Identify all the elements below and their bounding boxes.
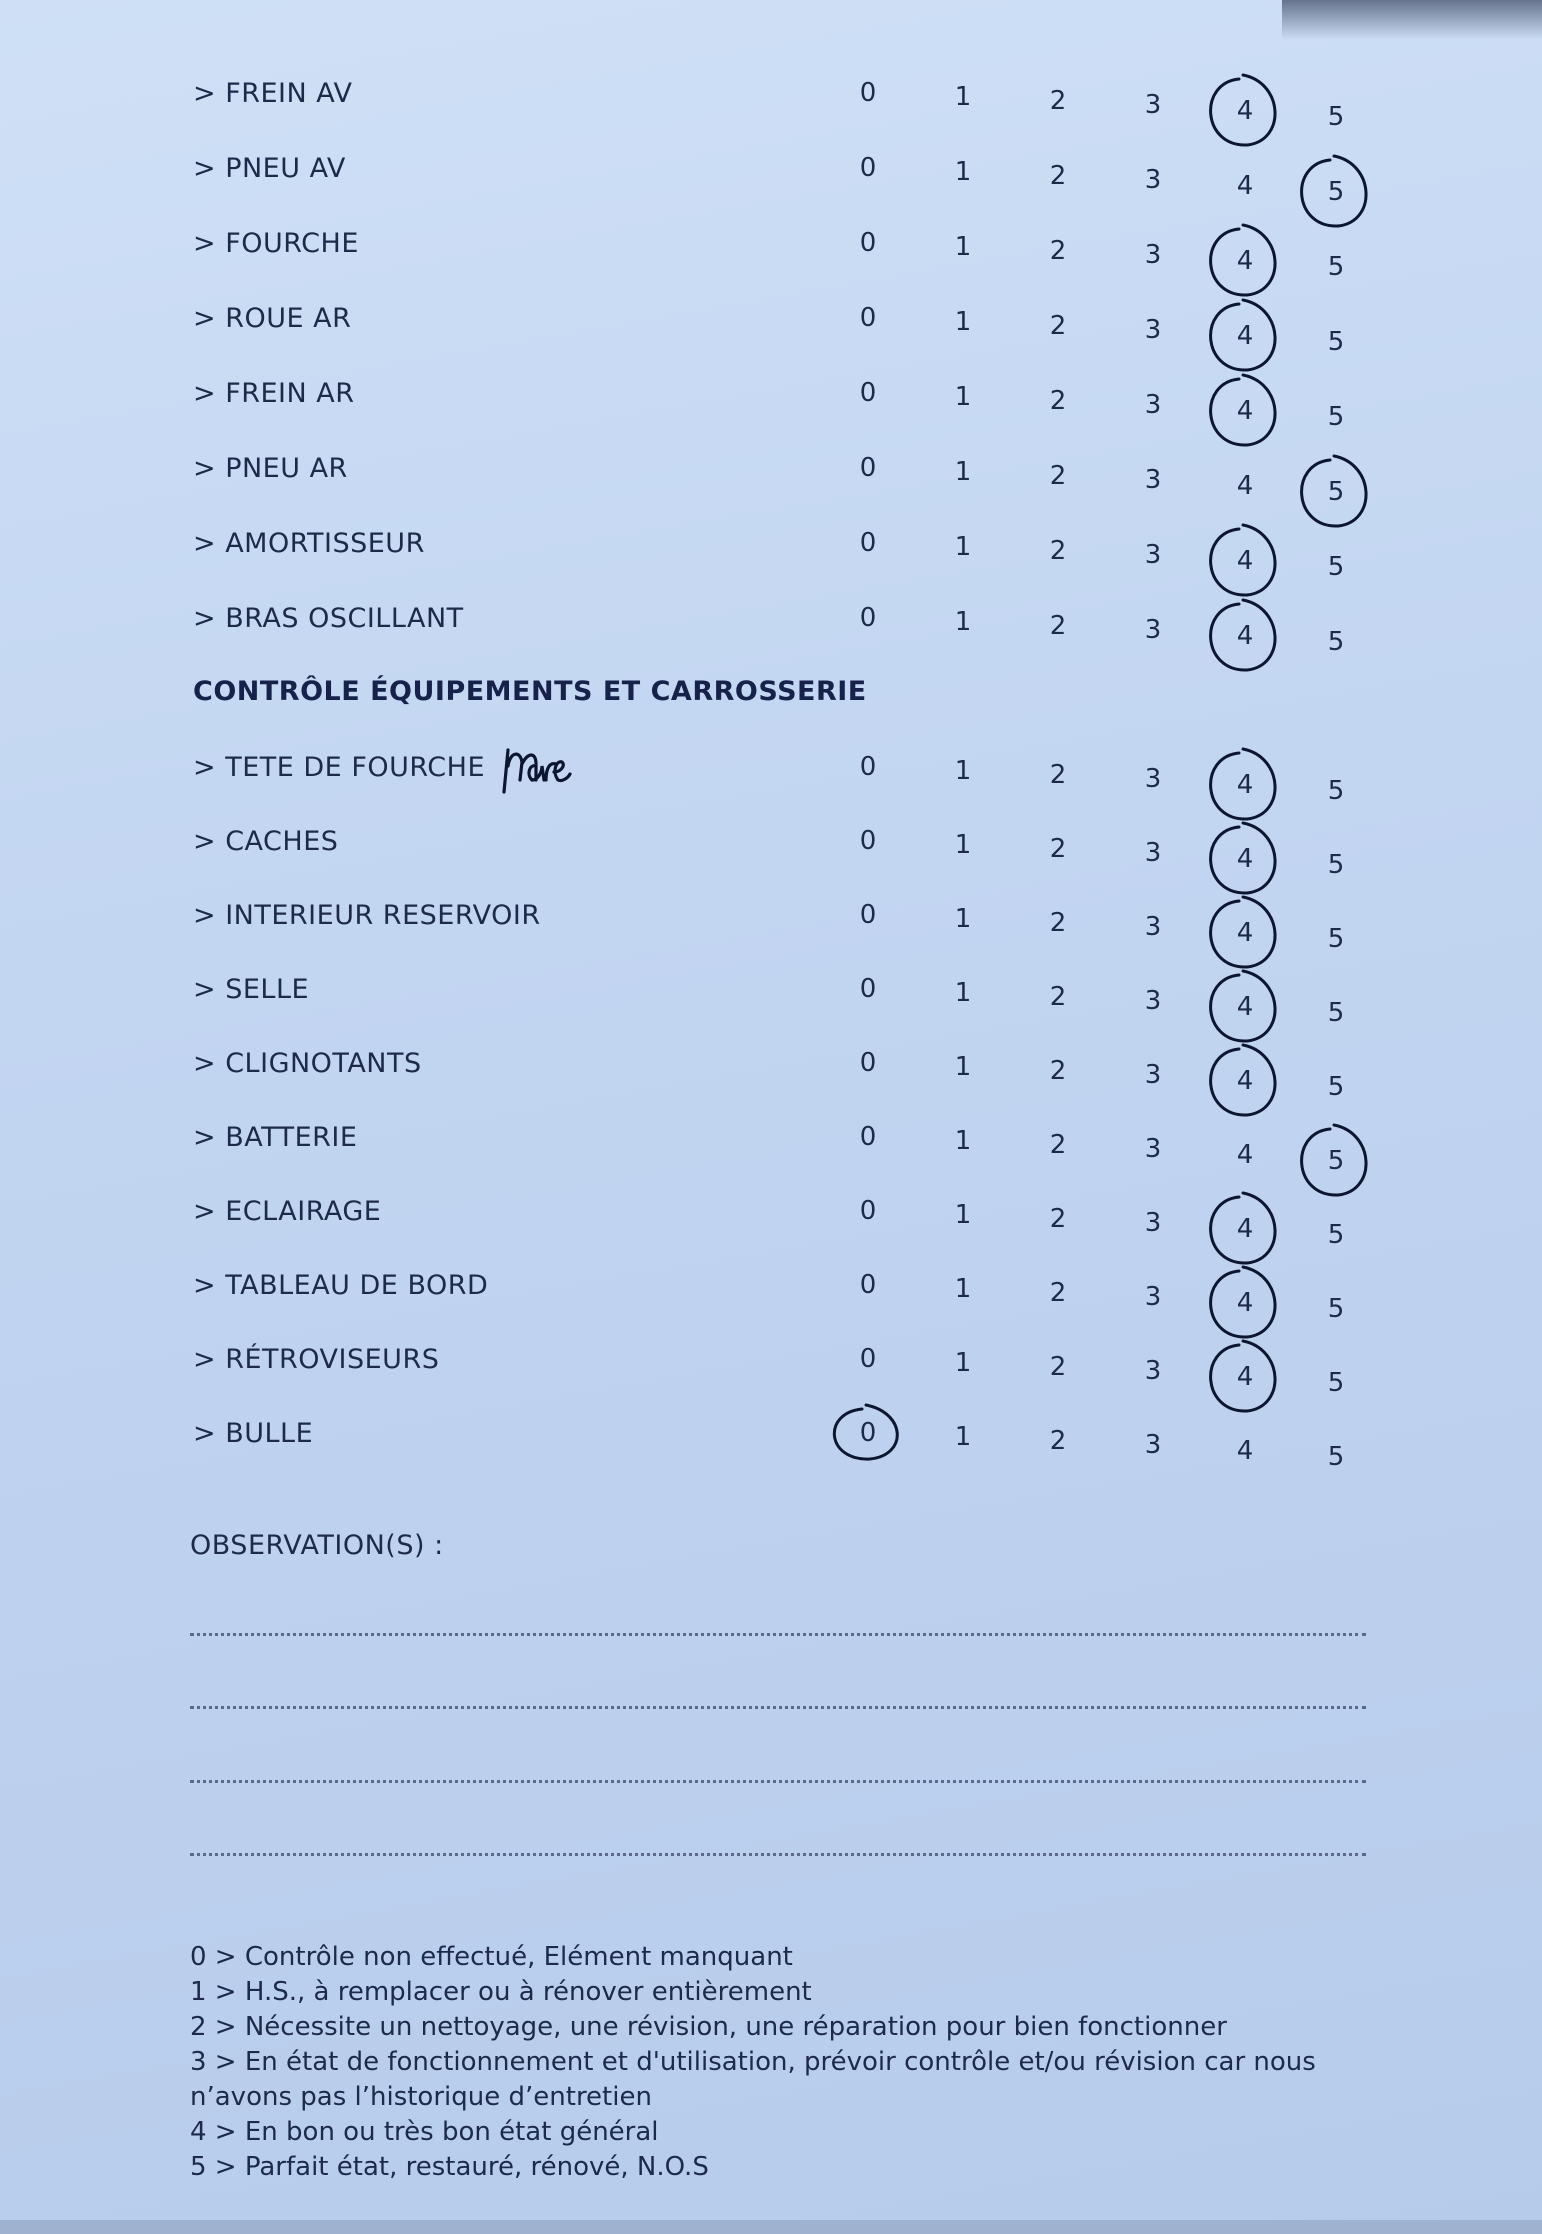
score-option-4[interactable]: 4 — [1236, 1362, 1254, 1392]
score-option-2[interactable]: 2 — [1049, 1352, 1067, 1382]
page-edge — [0, 2220, 1542, 2234]
score-option-4[interactable]: 4 — [1236, 1066, 1254, 1096]
equipment-row — [0, 752, 1542, 806]
equipment-row-scores — [0, 900, 1542, 954]
equipment-row-label: > SELLE — [193, 974, 310, 1005]
score-option-0[interactable]: 0 — [859, 974, 877, 1004]
score-option-3[interactable]: 3 — [1144, 615, 1162, 645]
motor-row — [0, 153, 1542, 207]
observation-line-3[interactable] — [190, 1780, 1366, 1783]
score-option-2[interactable]: 2 — [1049, 311, 1067, 341]
equipment-row — [0, 1270, 1542, 1324]
motor-row — [0, 378, 1542, 432]
equipment-row-scores — [0, 1196, 1542, 1250]
score-option-1[interactable]: 1 — [954, 532, 972, 562]
score-option-4[interactable]: 4 — [1236, 321, 1254, 351]
equipment-row — [0, 1344, 1542, 1398]
rating-legend — [190, 1940, 1390, 2185]
observations-title: OBSERVATION(S) : — [190, 1530, 444, 1561]
score-option-4[interactable]: 4 — [1236, 918, 1254, 948]
equipment-row — [0, 1048, 1542, 1102]
equipment-row-scores — [0, 1418, 1542, 1472]
score-option-0[interactable]: 0 — [859, 1344, 877, 1374]
score-option-4[interactable]: 4 — [1236, 1140, 1254, 1170]
equipment-row-label: > ECLAIRAGE — [193, 1196, 382, 1227]
score-option-5[interactable]: 5 — [1327, 776, 1345, 806]
observation-line-4[interactable] — [190, 1853, 1366, 1856]
score-option-1[interactable]: 1 — [954, 382, 972, 412]
score-option-4[interactable]: 4 — [1236, 992, 1254, 1022]
score-option-1[interactable]: 1 — [954, 1052, 972, 1082]
observation-line-1[interactable] — [190, 1633, 1366, 1636]
motor-row — [0, 603, 1542, 657]
score-option-5[interactable]: 5 — [1327, 850, 1345, 880]
legend-line: 3 > En état de fonctionnement et d'utilisation, prévoir contrôle et/ou révision car nous — [190, 2047, 1316, 2077]
score-option-1[interactable]: 1 — [954, 82, 972, 112]
equipment-row-label: > BULLE — [193, 1418, 314, 1449]
equipment-row-label: > TETE DE FOURCHE — [193, 752, 485, 783]
motor-row-label: > PNEU AR — [193, 453, 348, 484]
motor-row-scores — [0, 603, 1542, 657]
motor-row-scores — [0, 78, 1542, 132]
motor-row — [0, 528, 1542, 582]
legend-line: 2 > Nécessite un nettoyage, une révision, une réparation pour bien fonctionner — [190, 2012, 1227, 2042]
score-option-0[interactable]: 0 — [859, 826, 877, 856]
score-option-4[interactable]: 4 — [1236, 770, 1254, 800]
score-option-0[interactable]: 0 — [859, 303, 877, 333]
equipment-row-scores — [0, 974, 1542, 1028]
score-option-0[interactable]: 0 — [859, 453, 877, 483]
score-option-0[interactable]: 0 — [859, 153, 877, 183]
score-option-1[interactable]: 1 — [954, 1274, 972, 1304]
score-option-4[interactable]: 4 — [1236, 546, 1254, 576]
score-option-1[interactable]: 1 — [954, 607, 972, 637]
motor-row-scores — [0, 228, 1542, 282]
score-option-0[interactable]: 0 — [859, 1048, 877, 1078]
equipment-row-scores — [0, 1048, 1542, 1102]
score-option-5[interactable]: 5 — [1327, 1442, 1345, 1472]
score-option-0[interactable]: 0 — [859, 528, 877, 558]
score-option-4[interactable]: 4 — [1236, 844, 1254, 874]
score-option-5[interactable]: 5 — [1327, 252, 1345, 282]
score-option-5[interactable]: 5 — [1327, 1368, 1345, 1398]
motor-row-label: > FOURCHE — [193, 228, 359, 259]
score-option-2[interactable]: 2 — [1049, 536, 1067, 566]
score-option-3[interactable]: 3 — [1144, 240, 1162, 270]
score-option-2[interactable]: 2 — [1049, 386, 1067, 416]
score-option-2[interactable]: 2 — [1049, 236, 1067, 266]
score-option-0[interactable]: 0 — [859, 752, 877, 782]
score-option-2[interactable]: 2 — [1049, 1204, 1067, 1234]
score-option-1[interactable]: 1 — [954, 457, 972, 487]
score-option-2[interactable]: 2 — [1049, 1278, 1067, 1308]
motor-row — [0, 303, 1542, 357]
score-option-2[interactable]: 2 — [1049, 86, 1067, 116]
score-option-3[interactable]: 3 — [1144, 465, 1162, 495]
score-option-2[interactable]: 2 — [1049, 760, 1067, 790]
score-option-5[interactable]: 5 — [1327, 1220, 1345, 1250]
score-option-0[interactable]: 0 — [859, 228, 877, 258]
score-option-2[interactable]: 2 — [1049, 834, 1067, 864]
equipment-row — [0, 974, 1542, 1028]
score-option-0[interactable]: 0 — [859, 900, 877, 930]
score-option-1[interactable]: 1 — [954, 756, 972, 786]
score-option-1[interactable]: 1 — [954, 307, 972, 337]
score-option-5[interactable]: 5 — [1327, 402, 1345, 432]
score-option-3[interactable]: 3 — [1144, 1282, 1162, 1312]
score-option-5[interactable]: 5 — [1327, 998, 1345, 1028]
score-option-2[interactable]: 2 — [1049, 611, 1067, 641]
score-option-5[interactable]: 5 — [1327, 102, 1345, 132]
score-option-5[interactable]: 5 — [1327, 177, 1345, 207]
score-option-2[interactable]: 2 — [1049, 1056, 1067, 1086]
score-option-0[interactable]: 0 — [859, 603, 877, 633]
score-option-1[interactable]: 1 — [954, 1348, 972, 1378]
equipment-row — [0, 1122, 1542, 1176]
equipment-row-label: > RÉTROVISEURS — [193, 1344, 440, 1375]
section-title: CONTRÔLE ÉQUIPEMENTS ET CARROSSERIE — [193, 676, 867, 707]
motor-row — [0, 228, 1542, 282]
score-option-2[interactable]: 2 — [1049, 982, 1067, 1012]
equipment-row-label: > TABLEAU DE BORD — [193, 1270, 489, 1301]
score-option-2[interactable]: 2 — [1049, 908, 1067, 938]
score-option-3[interactable]: 3 — [1144, 540, 1162, 570]
legend-line: 5 > Parfait état, restauré, rénové, N.O.S — [190, 2152, 709, 2182]
score-option-1[interactable]: 1 — [954, 978, 972, 1008]
score-option-3[interactable]: 3 — [1144, 390, 1162, 420]
score-option-3[interactable]: 3 — [1144, 1208, 1162, 1238]
score-option-0[interactable]: 0 — [859, 78, 877, 108]
motor-row-scores — [0, 303, 1542, 357]
score-option-3[interactable]: 3 — [1144, 1430, 1162, 1460]
score-option-0[interactable]: 0 — [859, 1196, 877, 1226]
equipment-row-scores — [0, 752, 1542, 806]
legend-line: n’avons pas l’historique d’entretien — [190, 2082, 652, 2112]
motor-row-scores — [0, 528, 1542, 582]
score-option-4[interactable]: 4 — [1236, 171, 1254, 201]
score-option-3[interactable]: 3 — [1144, 1356, 1162, 1386]
score-option-3[interactable]: 3 — [1144, 1060, 1162, 1090]
equipment-row-scores — [0, 1344, 1542, 1398]
score-option-1[interactable]: 1 — [954, 1126, 972, 1156]
score-option-1[interactable]: 1 — [954, 232, 972, 262]
score-option-4[interactable]: 4 — [1236, 471, 1254, 501]
equipment-row-label: > CACHES — [193, 826, 339, 857]
score-option-2[interactable]: 2 — [1049, 1130, 1067, 1160]
motor-row — [0, 78, 1542, 132]
score-option-5[interactable]: 5 — [1327, 327, 1345, 357]
equipment-row-label: > CLIGNOTANTS — [193, 1048, 422, 1079]
motor-row — [0, 453, 1542, 507]
motor-row-label: > ROUE AR — [193, 303, 352, 334]
legend-line: 4 > En bon ou très bon état général — [190, 2117, 659, 2147]
score-option-2[interactable]: 2 — [1049, 461, 1067, 491]
score-option-5[interactable]: 5 — [1327, 627, 1345, 657]
equipment-row — [0, 826, 1542, 880]
score-option-0[interactable]: 0 — [859, 1418, 877, 1448]
score-option-5[interactable]: 5 — [1327, 552, 1345, 582]
score-option-1[interactable]: 1 — [954, 904, 972, 934]
motor-row-label: > FREIN AV — [193, 78, 353, 109]
score-option-5[interactable]: 5 — [1327, 1294, 1345, 1324]
score-option-1[interactable]: 1 — [954, 1200, 972, 1230]
equipment-row-label: > INTERIEUR RESERVOIR — [193, 900, 541, 931]
equipment-row-scores — [0, 1122, 1542, 1176]
score-option-4[interactable]: 4 — [1236, 1288, 1254, 1318]
motor-row-label: > AMORTISSEUR — [193, 528, 425, 559]
equipment-row-scores — [0, 1270, 1542, 1324]
score-option-0[interactable]: 0 — [859, 1270, 877, 1300]
score-option-3[interactable]: 3 — [1144, 165, 1162, 195]
score-option-3[interactable]: 3 — [1144, 912, 1162, 942]
score-option-4[interactable]: 4 — [1236, 1214, 1254, 1244]
score-option-2[interactable]: 2 — [1049, 1426, 1067, 1456]
score-option-5[interactable]: 5 — [1327, 924, 1345, 954]
score-option-3[interactable]: 3 — [1144, 986, 1162, 1016]
photo-shadow — [1282, 0, 1542, 40]
score-option-3[interactable]: 3 — [1144, 764, 1162, 794]
score-option-0[interactable]: 0 — [859, 1122, 877, 1152]
score-option-0[interactable]: 0 — [859, 378, 877, 408]
equipment-row — [0, 1196, 1542, 1250]
score-option-4[interactable]: 4 — [1236, 246, 1254, 276]
equipment-row — [0, 900, 1542, 954]
motor-row-label: > FREIN AR — [193, 378, 355, 409]
score-option-3[interactable]: 3 — [1144, 315, 1162, 345]
equipment-row-label: > BATTERIE — [193, 1122, 358, 1153]
score-option-2[interactable]: 2 — [1049, 161, 1067, 191]
score-option-5[interactable]: 5 — [1327, 477, 1345, 507]
score-option-4[interactable]: 4 — [1236, 96, 1254, 126]
legend-line: 0 > Contrôle non effectué, Elément manquant — [190, 1942, 793, 1972]
legend-line: 1 > H.S., à remplacer ou à rénover entièrement — [190, 1977, 812, 2007]
score-option-1[interactable]: 1 — [954, 830, 972, 860]
score-option-1[interactable]: 1 — [954, 157, 972, 187]
equipment-row-scores — [0, 826, 1542, 880]
motor-row-label: > PNEU AV — [193, 153, 346, 184]
score-option-5[interactable]: 5 — [1327, 1146, 1345, 1176]
equipment-row — [0, 1418, 1542, 1472]
score-option-5[interactable]: 5 — [1327, 1072, 1345, 1102]
motor-row-label: > BRAS OSCILLANT — [193, 603, 464, 634]
handwritten-note-text: phare — [296, 522, 299, 523]
score-option-3[interactable]: 3 — [1144, 90, 1162, 120]
motor-row-scores — [0, 453, 1542, 507]
score-option-4[interactable]: 4 — [1236, 621, 1254, 651]
motor-row-scores — [0, 378, 1542, 432]
score-option-1[interactable]: 1 — [954, 1422, 972, 1452]
score-option-3[interactable]: 3 — [1144, 838, 1162, 868]
score-option-3[interactable]: 3 — [1144, 1134, 1162, 1164]
score-option-4[interactable]: 4 — [1236, 396, 1254, 426]
observation-line-2[interactable] — [190, 1706, 1366, 1709]
score-option-4[interactable]: 4 — [1236, 1436, 1254, 1466]
motor-row-scores — [0, 153, 1542, 207]
